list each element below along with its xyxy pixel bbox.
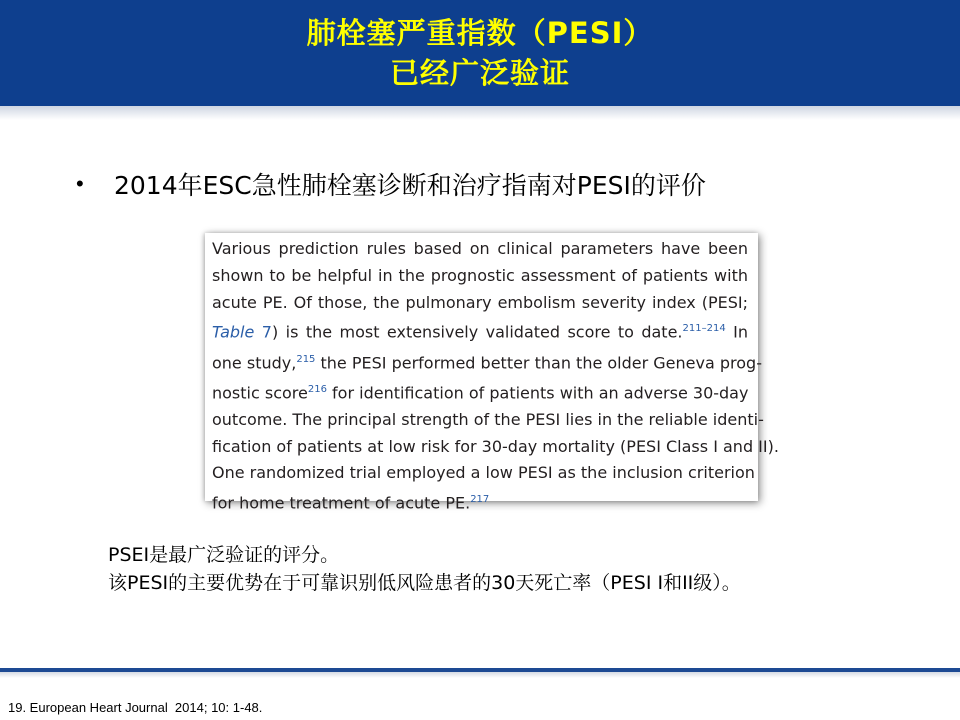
- citation-ref-217[interactable]: 217: [470, 494, 490, 506]
- table-number-link[interactable]: 7: [261, 322, 272, 342]
- excerpt-text: nostic score: [212, 382, 308, 402]
- excerpt-line: shown to be helpful in the prognostic assessment of patients with: [212, 265, 748, 285]
- summary-text: [108, 541, 741, 597]
- slide-title-line-2: 已经广泛验证: [389, 56, 570, 90]
- excerpt-line: [212, 377, 748, 407]
- summary-line-2: 该PESI的主要优势在于可靠识别低风险患者的30天死亡率（PESI I和II级）。: [108, 572, 741, 594]
- excerpt-line: [212, 316, 748, 346]
- excerpt-line: acute PE. Of those, the pulmonary embolism severity index (PESI;: [212, 292, 748, 312]
- excerpt-line: outcome. The principal strength of the PESI lies in the reliable identi-: [212, 409, 764, 429]
- footer-citation: 19. European Heart Journal 2014; 10: 1-48.: [8, 700, 263, 715]
- citation-ref-215[interactable]: 215: [296, 353, 316, 365]
- title-banner-shadow: [0, 106, 960, 120]
- citation-ref-211-214[interactable]: 211–214: [682, 323, 726, 335]
- excerpt-text: In: [725, 322, 748, 342]
- title-banner: [0, 0, 960, 106]
- bullet-text: 2014年ESC急性肺栓塞诊断和治疗指南对PESI的评价: [114, 171, 706, 200]
- footer-divider-shadow: [0, 672, 960, 678]
- citation-ref-216[interactable]: 216: [307, 383, 327, 395]
- excerpt-line: One randomized trial employed a low PESI as the inclusion criterion: [212, 463, 755, 483]
- excerpt-text: for identification of patients with an adverse 30-day: [326, 382, 749, 402]
- bullet-point: [76, 166, 706, 202]
- slide-title-line-1: 肺栓塞严重指数（PESI）: [306, 16, 654, 50]
- guideline-excerpt-box: [205, 233, 779, 513]
- excerpt-line: fication of patients at low risk for 30-day mortality (PESI Class I and II).: [212, 436, 779, 456]
- summary-line-1: PSEI是最广泛验证的评分。: [108, 544, 340, 566]
- excerpt-text: for home treatment of acute PE.: [212, 493, 471, 513]
- excerpt-line: [212, 347, 762, 377]
- excerpt-text: one study,: [212, 352, 297, 372]
- excerpt-text: the PESI performed better than the older Geneva prog-: [315, 352, 762, 372]
- bullet-icon: •: [76, 171, 84, 196]
- excerpt-text: ) is the most extensively validated score to date.: [271, 322, 683, 342]
- table-reference-link[interactable]: Table: [212, 322, 255, 342]
- excerpt-line: [212, 487, 748, 517]
- excerpt-line: Various prediction rules based on clinical parameters have been: [212, 239, 748, 258]
